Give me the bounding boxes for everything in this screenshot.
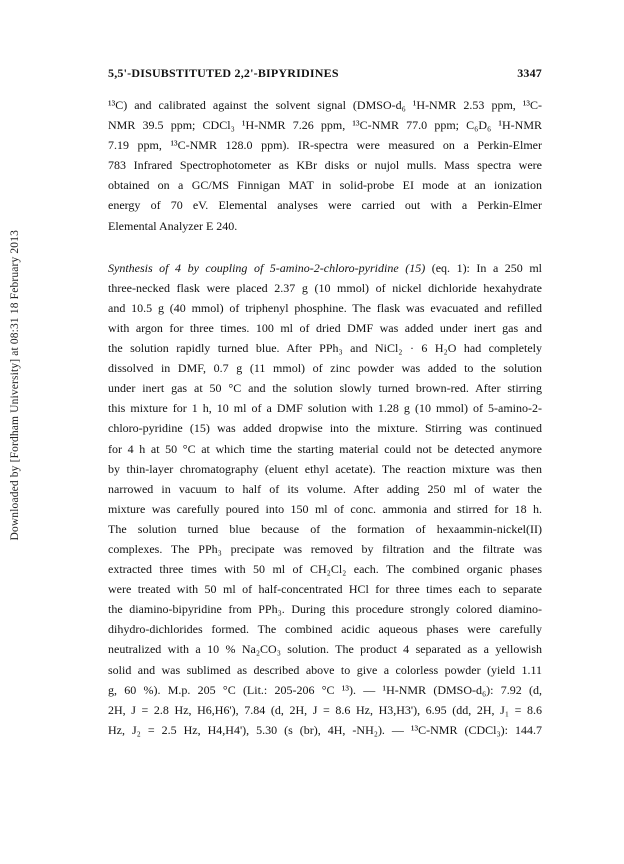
text-line — [108, 258, 542, 278]
page-number: 3347 — [517, 66, 542, 80]
text-line: for 4 h at 50 °C at which time the starting material could not be detected anymore — [108, 441, 542, 456]
text-line: energy of 70 eV. Elemental analyses were carried out with a Perkin-Elmer — [108, 198, 542, 213]
paragraph-synthesis — [108, 258, 542, 740]
text-line: under inert gas at 50 °C and the solution slowly turned brown-red. After stirring — [108, 381, 542, 396]
download-watermark: Downloaded by [Fordham University] at 08:31 18 February 2013 — [9, 230, 21, 541]
text-line: Elemental Analyzer E 240. — [108, 218, 238, 233]
text-line: chloro-pyridine (15) was added dropwise into the mixture. Stirring was continued — [108, 421, 542, 436]
paragraph-instrumentation — [108, 95, 542, 236]
text-line: neutralized with a 10 % Na₂CO₃ solution. The product 4 separated as a yellowish — [108, 642, 542, 657]
text-line: NMR 39.5 ppm; CDCl₃ ¹H-NMR 7.26 ppm, ¹³C-NMR 77.0 ppm; C₆D₆ ¹H-NMR — [108, 118, 542, 133]
text-line: mixture was carefully poured into 150 ml of conc. ammonia and stirred for 18 h. — [108, 501, 542, 516]
text-line: The solution turned blue because of the formation of hexaammin-nickel(II) — [108, 521, 542, 536]
text-line: three-necked flask were placed 2.37 g (10 mmol) of nickel dichloride hexahydrate — [108, 280, 542, 295]
text-line-tail: (eq. 1): In a 250 ml — [425, 260, 542, 275]
text-line: 7.19 ppm, ¹³C-NMR 128.0 ppm). IR-spectra were measured on a Perkin-Elmer — [108, 138, 542, 153]
running-header — [108, 66, 542, 81]
text-line: 2H, J = 2.8 Hz, H6,H6'), 7.84 (d, 2H, J = 8.6 Hz, H3,H3'), 6.95 (dd, 2H, J₁ = 8.6 — [108, 702, 542, 717]
text-line: obtained on a GC/MS Finnigan MAT in solid-probe EI mode at an ionization — [108, 178, 542, 193]
running-title: 5,5'-DISUBSTITUTED 2,2'-BIPYRIDINES — [108, 66, 339, 80]
text-line: dihydro-dichlorides formed. The combined acidic aqueous phases were carefully — [108, 622, 542, 637]
text-line: complexes. The PPh₃ precipate was removed by filtration and the filtrate was — [108, 541, 542, 556]
text-line: 783 Infrared Spectrophotometer as KBr disks or nujol mulls. Mass spectra were — [108, 158, 542, 173]
text-line: were treated with 50 ml of half-concentrated HCl for three times each to separate — [108, 582, 542, 597]
text-line: with argon for three times. 100 ml of dried DMF was added under inert gas and — [108, 320, 542, 335]
text-line: narrowed in vacuum to half of its volume. After adding 250 ml of water the — [108, 481, 542, 496]
text-line: dissolved in DMF, 0.7 g (11 mmol) of zinc powder was added to the solution — [108, 361, 542, 376]
text-line: this mixture for 1 h, 10 ml of a DMF solution with 1.28 g (10 mmol) of 5-amino-2- — [108, 401, 542, 416]
text-line: ¹³C) and calibrated against the solvent signal (DMSO-d₆ ¹H-NMR 2.53 ppm, ¹³C- — [108, 98, 542, 112]
text-line: by thin-layer chromatography (eluent ethyl acetate). The reaction mixture was then — [108, 461, 542, 476]
text-line: extracted three times with 50 ml of CH₂Cl₂ each. The combined organic phases — [108, 562, 542, 577]
text-line: Hz, J₂ = 2.5 Hz, H4,H4'), 5.30 (s (br), 4H, -NH₂). — ¹³C-NMR (CDCl₃): 144.7 — [108, 722, 542, 737]
text-line: and 10.5 g (40 mmol) of triphenyl phosphine. The flask was evacuated and refilled — [108, 300, 542, 315]
text-line: solid and was sublimed as described above to give a colorless powder (yield 1.11 — [108, 662, 542, 677]
synthesis-heading: Synthesis of 4 by coupling of 5-amino-2-chloro-pyridine (15) — [108, 260, 426, 275]
page-body — [108, 95, 542, 740]
text-line: the solution rapidly turned blue. After PPh₃ and NiCl₂ · 6 H₂O had completely — [108, 341, 542, 356]
text-line: the diamino-bipyridine from PPh₃. During this procedure strongly colored diamino- — [108, 602, 542, 617]
text-line: g, 60 %). M.p. 205 °C (Lit.: 205-206 °C ¹³). — ¹H-NMR (DMSO-d₆): 7.92 (d, — [108, 682, 542, 697]
